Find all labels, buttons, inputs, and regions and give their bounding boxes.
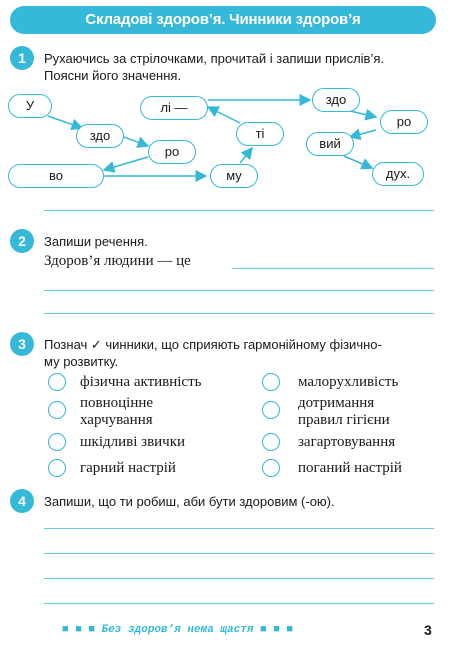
checkbox-circle[interactable] bbox=[262, 373, 280, 391]
option-label: шкідливі звички bbox=[80, 434, 186, 450]
page-number: 3 bbox=[424, 622, 432, 638]
task-3-text-line1: Познач ✓ чинники, що сприяють гармонійному фізично- bbox=[44, 337, 382, 352]
word-box: ро bbox=[380, 110, 428, 134]
word-box: лі — bbox=[140, 96, 208, 120]
word-box: му bbox=[210, 164, 258, 188]
checkbox-circle[interactable] bbox=[48, 401, 66, 419]
page-title: Складові здоров’я. Чинники здоров’я bbox=[10, 6, 436, 34]
option-label: правил гігієни bbox=[298, 412, 390, 428]
answer-line[interactable] bbox=[44, 313, 434, 314]
task-4-number: 4 bbox=[10, 489, 34, 513]
answer-line[interactable] bbox=[44, 578, 434, 579]
option-label: загартовування bbox=[298, 434, 396, 450]
option-label: харчування bbox=[80, 412, 153, 428]
answer-line[interactable] bbox=[232, 268, 434, 269]
checkbox-circle[interactable] bbox=[48, 373, 66, 391]
option-label: поганий настрій bbox=[298, 460, 402, 476]
task-3-number: 3 bbox=[10, 332, 34, 356]
word-box: У bbox=[8, 94, 52, 118]
word-box: здо bbox=[312, 88, 360, 112]
word-box: во bbox=[8, 164, 104, 188]
checkbox-circle[interactable] bbox=[262, 459, 280, 477]
answer-line[interactable] bbox=[44, 290, 434, 291]
task-2-text: Запиши речення. bbox=[44, 234, 148, 249]
footer-proverb: ■ ■ ■ Без здоров’я нема щастя ■ ■ ■ bbox=[62, 624, 294, 636]
task-2-number: 2 bbox=[10, 229, 34, 253]
answer-line[interactable] bbox=[44, 553, 434, 554]
option-label: дотримання bbox=[298, 395, 375, 411]
option-label: малорухливість bbox=[298, 374, 399, 390]
word-box: здо bbox=[76, 124, 124, 148]
word-box: ро bbox=[148, 140, 196, 164]
task-1-text-line1: Рухаючись за стрілочками, прочитай і запиши прислів’я. bbox=[44, 51, 384, 66]
answer-line[interactable] bbox=[44, 528, 434, 529]
task-2-sentence: Здоров’я людини — це bbox=[44, 253, 191, 269]
checkbox-circle[interactable] bbox=[262, 433, 280, 451]
answer-line[interactable] bbox=[44, 210, 434, 211]
task-4-text: Запиши, що ти робиш, аби бути здоровим (-ою). bbox=[44, 494, 335, 509]
word-box: дух. bbox=[372, 162, 424, 186]
word-box: ті bbox=[236, 122, 284, 146]
task-3-text-line2: му розвитку. bbox=[44, 354, 119, 369]
word-box: вий bbox=[306, 132, 354, 156]
checkbox-circle[interactable] bbox=[48, 433, 66, 451]
checkbox-circle[interactable] bbox=[262, 401, 280, 419]
task-1-number: 1 bbox=[10, 46, 34, 70]
checkbox-circle[interactable] bbox=[48, 459, 66, 477]
task-1-text-line2: Поясни його значення. bbox=[44, 68, 182, 83]
option-label: гарний настрій bbox=[80, 460, 176, 476]
answer-line[interactable] bbox=[44, 603, 434, 604]
option-label: фізична активність bbox=[80, 374, 202, 390]
option-label: повноцінне bbox=[80, 395, 154, 411]
